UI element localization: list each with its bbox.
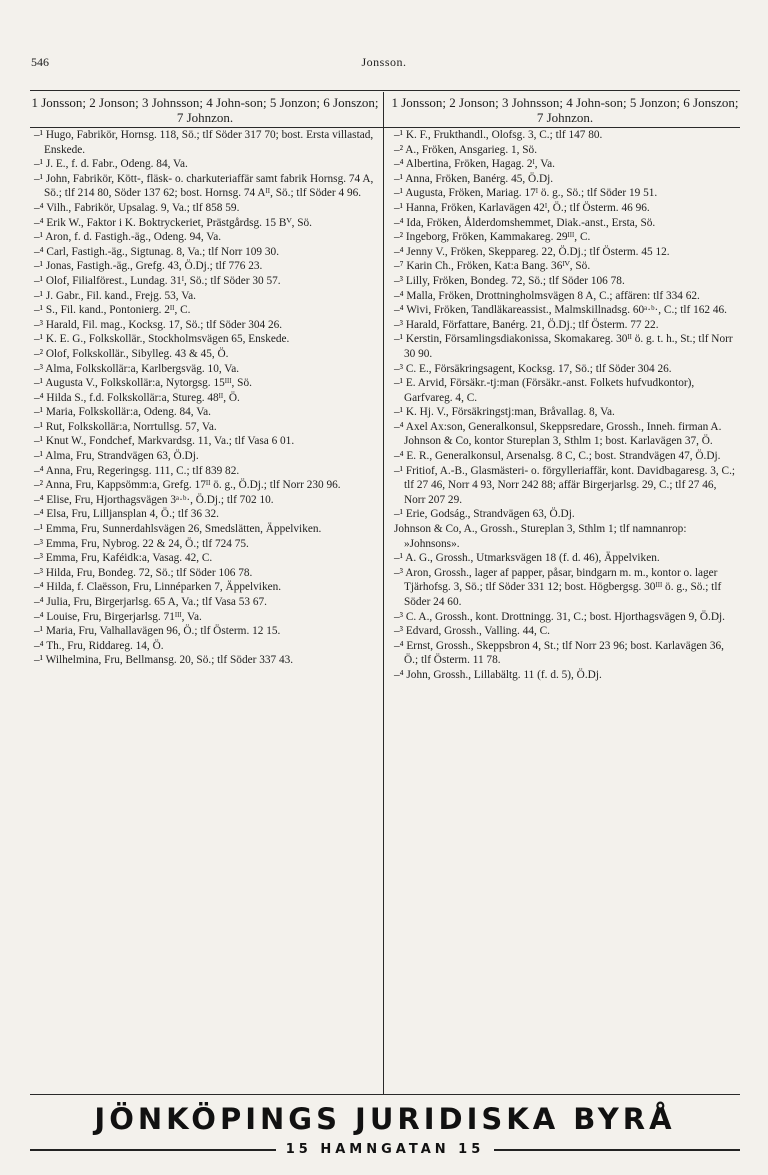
advertisement-title: JÖNKÖPINGS JURIDISKA BYRÅ [94, 1102, 676, 1136]
directory-entry: –¹ Emma, Fru, Sunnerdahlsvägen 26, Smedslätten, Äppelviken. [34, 523, 322, 536]
directory-entry: –¹ Wilhelmina, Fru, Bellmansg. 20, Sö.; tlf Söder 337 43. [34, 654, 294, 667]
directory-entry: –⁴ Axel Ax:son, Generalkonsul, Skeppsredare, Grossh., Inneh. firman A. Johnson & Co, kontor Stureplan 3, Sthlm 1; bost. Karlavägen 37, Ö. [394, 420, 722, 448]
directory-entry: –² Ingeborg, Fröken, Kammakareg. 29ᴵᴵᴵ, C. [394, 231, 591, 244]
directory-entry: –⁴ Wivi, Fröken, Tandläkareassist., Malmskillnadsg. 60ᵃ·ᵇ·, C.; tlf 162 46. [394, 304, 727, 317]
directory-entry: –¹ Maria, Fru, Valhallavägen 96, Ö.; tlf Österm. 12 15. [34, 625, 281, 638]
directory-entry: –⁴ Malla, Fröken, Drottningholmsvägen 8 A, C.; affären: tlf 334 62. [394, 289, 700, 302]
directory-entry: –¹ Alma, Fru, Strandvägen 63, Ö.Dj. [34, 450, 199, 463]
directory-entry: –⁴ John, Grossh., Lillabältg. 11 (f. d. 5), Ö.Dj. [394, 668, 602, 681]
directory-entry: –³ Lilly, Fröken, Bondeg. 72, Sö.; tlf Söder 106 78. [394, 274, 625, 287]
directory-entry: –⁴ Th., Fru, Riddareg. 14, Ö. [34, 639, 164, 652]
page-number: 546 [31, 55, 49, 69]
directory-entry: –¹ Olof, Filialförest., Lundag. 31ᴵ, Sö.; tlf Söder 30 57. [34, 274, 281, 287]
directory-entry: –³ Edvard, Grossh., Valling. 44, C. [394, 625, 550, 638]
directory-entry: –¹ K. E. G., Folkskollär., Stockholmsvägen 65, Enskede. [34, 333, 290, 346]
directory-entry: –⁴ Hilda, f. Claësson, Fru, Linnéparken 7, Äppelviken. [34, 581, 282, 594]
directory-entry: –⁴ Jenny V., Fröken, Skeppareg. 22, Ö.Dj.; tlf Österm. 45 12. [394, 245, 670, 258]
address-line-left [30, 1149, 276, 1151]
directory-entry: –¹ Augusta V., Folkskollär:a, Nytorgsg. 15ᴵᴵᴵ, Sö. [34, 377, 252, 390]
left-column-header: 1 Jonsson; 2 Jonson; 3 Johnsson; 4 John-son; 5 Jonzon; 6 Jonszon; 7 Johnzon. [31, 95, 379, 125]
directory-entry: –¹ Knut W., Fondchef, Markvardsg. 11, Va.; tlf Vasa 6 01. [34, 435, 295, 448]
directory-entry: –⁴ Julia, Fru, Birgerjarlsg. 65 A, Va.; tlf Vasa 53 67. [34, 596, 268, 608]
directory-entry: –³ Aron, Grossh., lager af papper, påsar, bindgarn m. m., kontor o. lager Tjärhofsg. 3, Sö.; tlf Söder 331 12; bost. Högbergsg. 30ᴵᴵᴵ ö. g., Sö.; tlf Söder 24 60. [394, 566, 722, 608]
directory-entry: –¹ K. F., Frukthandl., Olofsg. 3, C.; tlf 147 80. [394, 129, 603, 141]
directory-entry: –¹ J. Gabr., Fil. kand., Frejg. 53, Va. [34, 289, 196, 302]
advertisement-address-row [30, 1142, 740, 1157]
top-rule [30, 90, 740, 91]
directory-entry: –¹ Hanna, Fröken, Karlavägen 42ᴵ, Ö.; tlf Österm. 46 96. [394, 201, 650, 214]
left-entries [30, 128, 380, 668]
directory-entry: –¹ A. G., Grossh., Utmarksvägen 18 (f. d. 46), Äppelviken. [394, 552, 660, 565]
directory-entry: –² Anna, Fru, Kappsömm:a, Grefg. 17ᴵᴵ ö. g., Ö.Dj.; tlf Norr 230 96. [34, 479, 341, 492]
directory-entry: –⁷ Karin Ch., Fröken, Kat:a Bang. 36ᴵⱽ, Sö. [394, 260, 591, 273]
directory-entry: –³ Alma, Folkskollär:a, Karlbergsväg. 10, Va. [34, 362, 240, 375]
directory-entry: Johnson & Co, A., Grossh., Stureplan 3, Sthlm 1; tlf namnanrop: »Johnsons». [394, 523, 687, 550]
directory-entry: –⁴ Ernst, Grossh., Skeppsbron 4, St.; tlf Norr 23 96; bost. Karlavägen 36, Ö.; tlf Österm. 11 78. [394, 639, 724, 667]
directory-entry: –³ Emma, Fru, Nybrog. 22 & 24, Ö.; tlf 724 75. [34, 537, 249, 550]
directory-entry: –³ C. A., Grossh., kont. Drottningg. 31, C.; bost. Hjorthagsvägen 9, Ö.Dj. [394, 610, 725, 623]
page-title: Jonsson. [361, 55, 407, 69]
directory-entry: –⁴ Louise, Fru, Birgerjarlsg. 71ᴵᴵᴵ, Va. [34, 610, 202, 623]
directory-entry: –¹ Hugo, Fabrikör, Hornsg. 118, Sö.; tlf Söder 317 70; bost. Ersta villastad, Enskede. [34, 129, 374, 156]
directory-entry: –¹ J. E., f. d. Fabr., Odeng. 84, Va. [34, 158, 188, 171]
directory-entry: –¹ Jonas, Fastigh.-äg., Grefg. 43, Ö.Dj.; tlf 776 23. [34, 260, 263, 273]
address-line-right [494, 1149, 740, 1151]
directory-entry: –⁴ Hilda S., f.d. Folkskollär:a, Stureg. 48ᴵᴵ, Ö. [34, 391, 240, 404]
directory-entry: –¹ Aron, f. d. Fastigh.-äg., Odeng. 94, Va. [34, 231, 222, 244]
directory-entry: –⁴ E. R., Generalkonsul, Arsenalsg. 8 C, C.; bost. Strandvägen 47, Ö.Dj. [394, 450, 721, 463]
directory-entry: –¹ John, Fabrikör, Kött-, fläsk- o. charkuteriaffär samt fabrik Hornsg. 74 A, Sö.; tlf 214 80, Söder 137 62; bost. Hornsg. 74 Aᴵᴵ, Sö.; tlf Söder 4 96. [34, 172, 374, 200]
directory-entry: –⁴ Erik W., Faktor i K. Boktryckeriet, Prästgårdsg. 15 Bⱽ, Sö. [34, 216, 312, 229]
directory-entry: –⁴ Elsa, Fru, Lilljansplan 4, Ö.; tlf 36 32. [34, 508, 219, 521]
directory-entry: –¹ Kerstin, Församlingsdiakonissa, Skomakareg. 30ᴵᴵ ö. g. t. h., St.; tlf Norr 30 90. [394, 333, 733, 360]
directory-entry: –¹ Augusta, Fröken, Mariag. 17ᴵ ö. g., Sö.; tlf Söder 19 51. [394, 187, 658, 200]
directory-entry: –¹ K. Hj. V., Försäkringstj:man, Bråvallag. 8, Va. [394, 406, 615, 419]
directory-entry: –⁴ Ida, Fröken, Ålderdomshemmet, Diak.-anst., Ersta, Sö. [394, 216, 656, 229]
advertisement-address: 15 HAMNGATAN 15 [285, 1142, 485, 1157]
directory-entry: –¹ Erie, Godság., Strandvägen 63, Ö.Dj. [394, 508, 575, 521]
right-column [390, 95, 740, 683]
directory-entry: –³ Harald, Författare, Banérg. 21, Ö.Dj.; tlf Österm. 77 22. [394, 318, 659, 331]
directory-entry: –⁴ Elise, Fru, Hjorthagsvägen 3ᵃ·ᵇ·, Ö.Dj.; tlf 702 10. [34, 493, 274, 506]
directory-entry: –² Olof, Folkskollär., Sibylleg. 43 & 45, Ö. [34, 347, 229, 360]
directory-entry: –³ Emma, Fru, Kaféidk:a, Vasag. 42, C. [34, 552, 213, 565]
directory-entry: –³ Harald, Fil. mag., Kocksg. 17, Sö.; tlf Söder 304 26. [34, 318, 283, 331]
directory-entry: –¹ Rut, Folkskollär:a, Norrtullsg. 57, Va. [34, 420, 217, 433]
directory-entry: –¹ Anna, Fröken, Banérg. 45, Ö.Dj. [394, 172, 554, 185]
right-column-header: 1 Jonsson; 2 Jonson; 3 Johnsson; 4 John-son; 5 Jonzon; 6 Jonszon; 7 Johnzon. [391, 95, 739, 125]
column-divider [383, 92, 384, 1094]
directory-entry: –¹ S., Fil. kand., Pontonierg. 2ᴵᴵ, C. [34, 304, 191, 317]
directory-entry: –⁴ Anna, Fru, Regeringsg. 111, C.; tlf 839 82. [34, 464, 240, 477]
directory-entry: –² A., Fröken, Ansgarieg. 1, Sö. [394, 143, 538, 156]
advertisement-footer [30, 1102, 740, 1157]
bottom-rule [30, 1094, 740, 1095]
directory-entry: –¹ Maria, Folkskollär:a, Odeng. 84, Va. [34, 406, 211, 419]
directory-entry: –⁴ Albertina, Fröken, Hagag. 2ᴵ, Va. [394, 158, 555, 171]
directory-entry: –⁴ Carl, Fastigh.-äg., Sigtunag. 8, Va.; tlf Norr 109 30. [34, 245, 280, 258]
directory-entry: –³ C. E., Försäkringsagent, Kocksg. 17, Sö.; tlf Söder 304 26. [394, 362, 672, 375]
right-entries [390, 128, 740, 683]
left-column [30, 95, 380, 668]
directory-entry: –³ Hilda, Fru, Bondeg. 72, Sö.; tlf Söder 106 78. [34, 566, 253, 579]
directory-entry: –¹ Fritiof, A.-B., Glasmästeri- o. förgylleriaffär, kont. Davidbagaresg. 3, C.; tlf 27 46, Norr 4 93, Norr 242 88; affär Birgerjarlsg. 29, C.; tlf 27 46, Norr 207 29. [394, 464, 736, 506]
directory-entry: –¹ E. Arvid, Försäkr.-tj:man (Försäkr.-anst. Folkets hufvudkontor), Garfvareg. 4, C. [394, 377, 695, 404]
directory-entry: –⁴ Vilh., Fabrikör, Upsalag. 9, Va.; tlf 858 59. [34, 201, 240, 214]
